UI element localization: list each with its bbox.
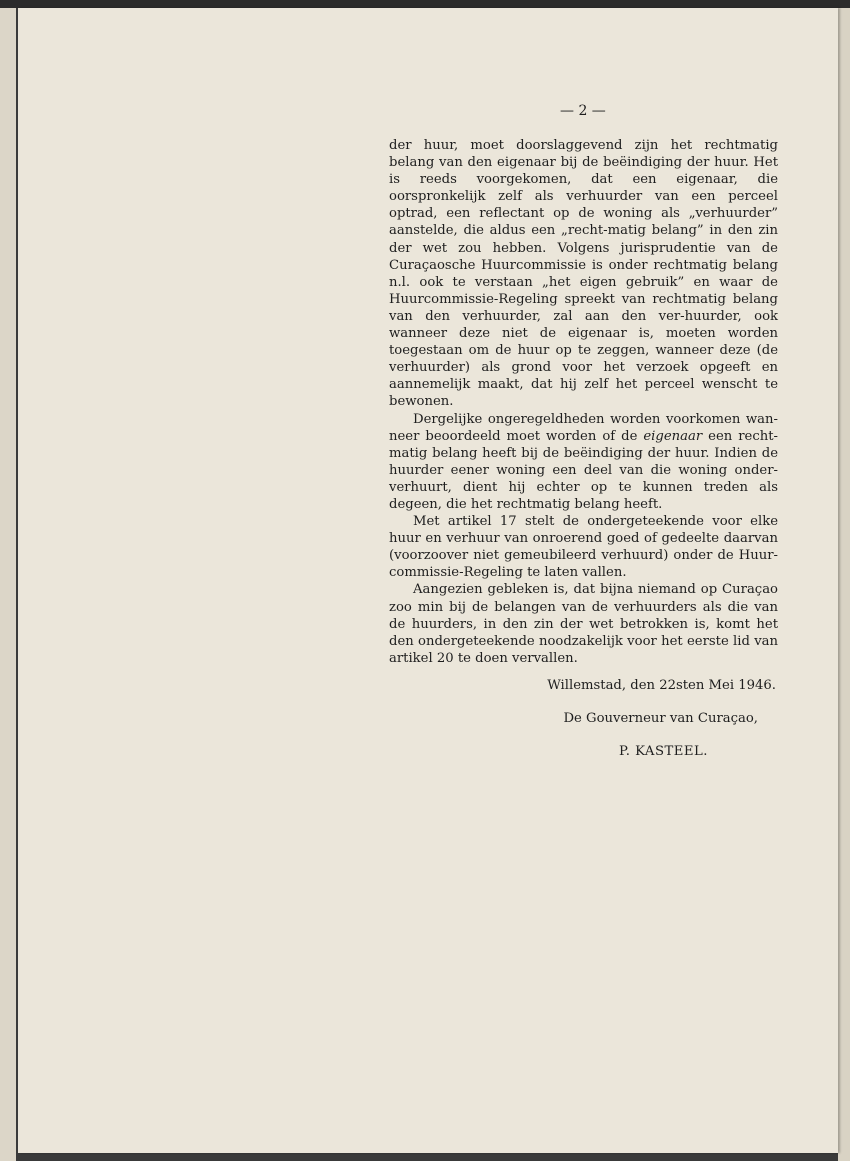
page-number: — 2 — xyxy=(560,103,606,119)
paragraph-2 xyxy=(389,411,778,514)
adjacent-page-edge xyxy=(0,8,16,1161)
scan-top-edge xyxy=(0,0,850,8)
paragraph-2-part-1: Dergelijke ongeregeldheden worden voorkomen wan-neer beoordeeld moet worden of de xyxy=(389,411,778,444)
body-text xyxy=(389,137,778,667)
place-date: Willemstad, den 22sten Mei 1946. xyxy=(547,678,776,693)
paragraph-2-part-2: een recht-matig belang heeft bij de beëindiging der huur. Indien de huurder eener woning een deel van die woning onder-verhuurt, dient hij echter op te kunnen treden als degeen, die het rechtmatig belang heeft. xyxy=(389,428,778,512)
emphasis-eigenaar: eigenaar xyxy=(643,428,703,444)
paragraph-3: Met artikel 17 stelt de ondergeteekende voor elke huur en verhuur van onroerend goed of gedeelte daarvan (voorzoover niet gemeubileerd verhuurd) onder de Huur-commissie-Regeling te laten vallen. xyxy=(389,514,778,581)
paragraph-1: der huur, moet doorslaggevend zijn het rechtmatig belang van den eigenaar bij de beëindiging der huur. Het is reeds voorgekomen, dat een eigenaar, die oorspronkelijk zelf als verhuurder van een perceel optrad, een reflectant op de woning als „verhuurder” aanstelde, die aldus een „recht-matig belang” in den zin der wet zou hebben. Volgens jurisprudentie van de Curaçaosche Huurcommissie is onder rechtmatig belang n.l. ook te verstaan „het eigen gebruik” en waar de Huurcommissie-Regeling spreekt van rechtmatig belang van den verhuurder, zal aan den ver-huurder, ook wanneer deze niet de eigenaar is, moeten worden toegestaan om de huur op te zeggen, wanneer deze (de verhuurder) als grond voor het verzoek opgeeft en aannemelijk maakt, dat hij zelf het perceel wenscht te bewonen. xyxy=(389,138,778,410)
signatory-name: P. KASTEEL. xyxy=(619,744,708,759)
signatory-title: De Gouverneur van Curaçao, xyxy=(563,711,758,726)
paper-right-edge xyxy=(838,8,850,1161)
paragraph-4: Aangezien gebleken is, dat bijna niemand op Curaçao zoo min bij de belangen van de verhuurders als die van de huurders, in den zin der wet betrokken is, komt het den ondergeteekende noodzakelijk voor het eerste lid van artikel 20 te doen vervallen. xyxy=(389,582,778,666)
